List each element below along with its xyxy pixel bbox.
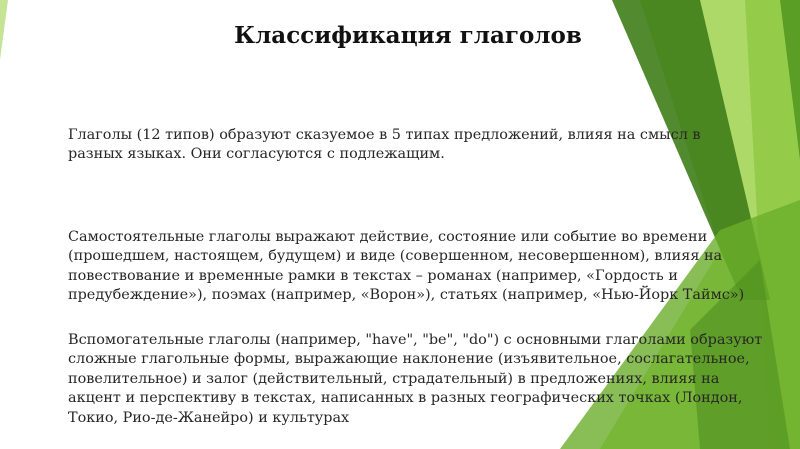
paragraph-3: Вспомогательные глаголы (например, "have", "be", "do") с основными глаголами образуют сложные глагольные формы, выражающие наклонение (изъявительное, сослагательное, повелительное) и залог (действительный, страдательный) в предложениях, влияя на акцент и перспективу в текстах, написанных в разных географических точках (Лондон, Токио, Рио-де-Жанейро) и культурах [68,332,763,426]
paragraph-2: Самостоятельные глаголы выражают действие, состояние или событие во времени (прошедшем, настоящем, будущем) и виде (совершенном, несовершенном), влияя на повествование и временные рамки в текстах – романах (например, «Гордость и предубеждение»), поэмах (например, «Ворон»), статьях (например, «Нью-Йорк Таймс») [68,229,745,304]
paragraph-1: Глаголы (12 типов) образуют сказуемое в 5 типах предложений, влияя на смысл в разных языках. Они согласуются с подлежащим. [68,127,701,163]
slide-title: Классификация глаголов [234,22,582,49]
